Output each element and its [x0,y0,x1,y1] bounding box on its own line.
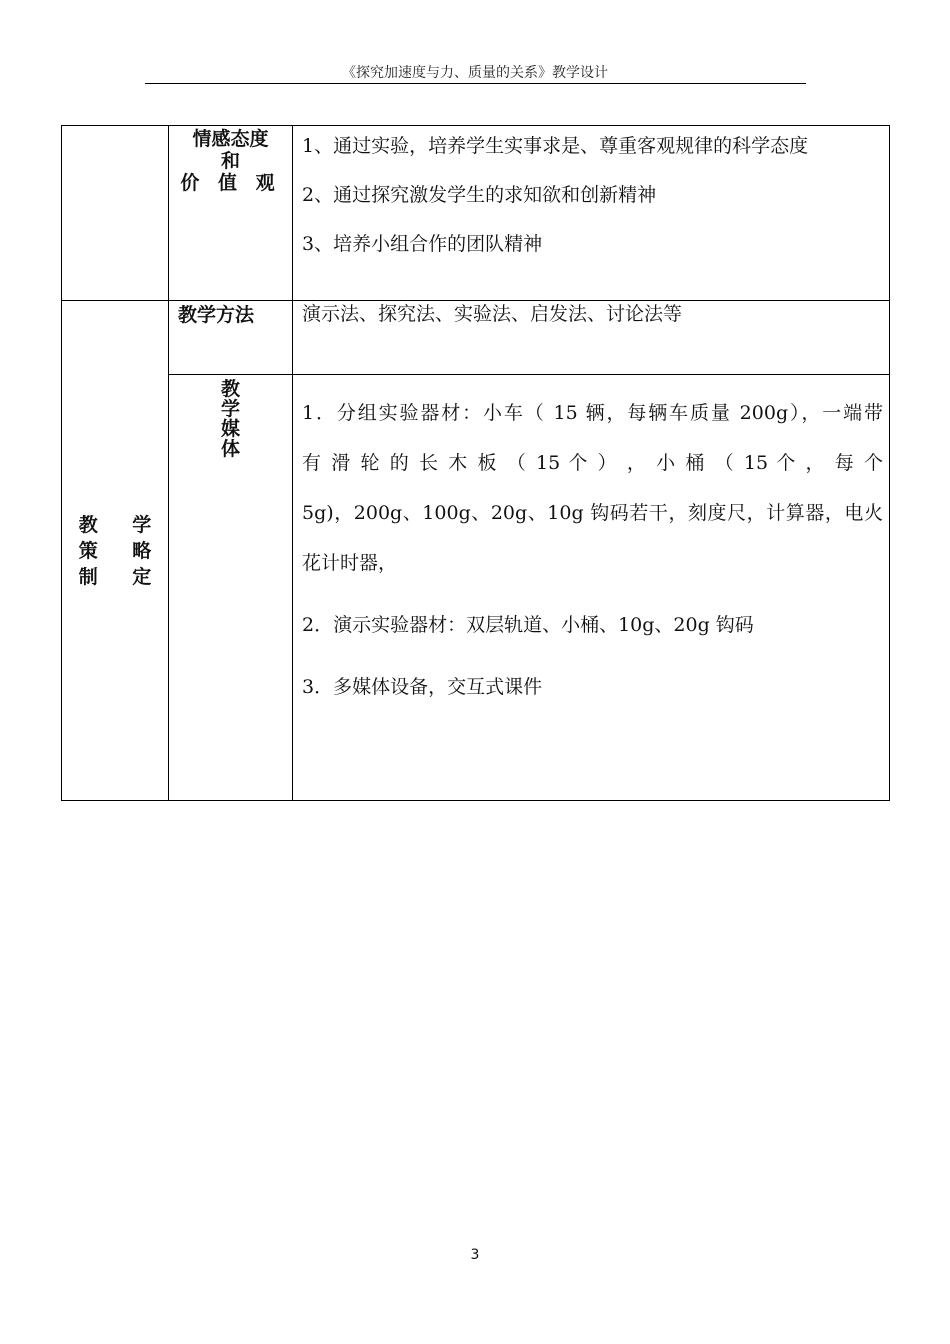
attitude-label-line2: 和 [220,150,240,172]
attitude-content-cell [293,126,890,301]
media-item1-line1: 1．分组实验器材：小车（ 15 辆，每辆车质量 200g），一端带 [302,402,883,424]
attitude-row [62,126,890,301]
media-item-2: 2．演示实验器材：双层轨道、小桶、10g、20g 钩码 [302,614,754,636]
method-content: 演示法、探究法、实验法、启发法、讨论法等 [302,303,683,325]
method-label-cell [169,301,293,375]
lesson-design-table [61,125,890,801]
method-label: 教学方法 [178,304,255,326]
attitude-item-1: 1、通过实验，培养学生实事求是、尊重客观规律的科学态度 [302,135,809,157]
media-label-char-2: 学 [220,398,240,420]
strategy-label-line1: 教 学 [78,513,166,536]
media-label-char-1: 教 [220,378,240,400]
media-item1-line3: 5g)，200g、100g、20g、10g 钩码若干，刻度尺，计算器，电火 [302,502,883,524]
attitude-label-line3: 价 值 观 [180,172,281,194]
header-rule [145,83,806,84]
media-label-char-4: 体 [220,438,240,460]
attitude-item-3: 3、培养小组合作的团队精神 [302,233,543,255]
page-header-title: 《探究加速度与力、质量的关系》教学设计 [342,65,608,81]
media-label-char-3: 媒 [220,418,240,440]
attitude-empty-cell [62,126,169,301]
method-row [62,301,890,375]
page-number: 3 [470,1247,480,1263]
media-content-cell [293,375,890,801]
strategy-label-line3: 制 定 [78,565,166,588]
media-label-cell [169,375,293,801]
media-item1-line4: 花计时器， [302,552,398,574]
strategy-label-cell [62,301,169,801]
strategy-label-line2: 策 略 [78,539,166,562]
attitude-label-cell [169,126,293,301]
media-row [62,375,890,801]
method-content-cell [293,301,890,375]
media-item-3: 3．多媒体设备，交互式课件 [302,676,543,698]
media-item1-line2: 有 滑 轮 的 长 木 板 （ 15 个 ） ， 小 桶 （ 15 个 ， 每 个 [302,452,883,474]
attitude-label-line1: 情感态度 [192,128,269,150]
attitude-item-2: 2、通过探究激发学生的求知欲和创新精神 [302,184,657,206]
